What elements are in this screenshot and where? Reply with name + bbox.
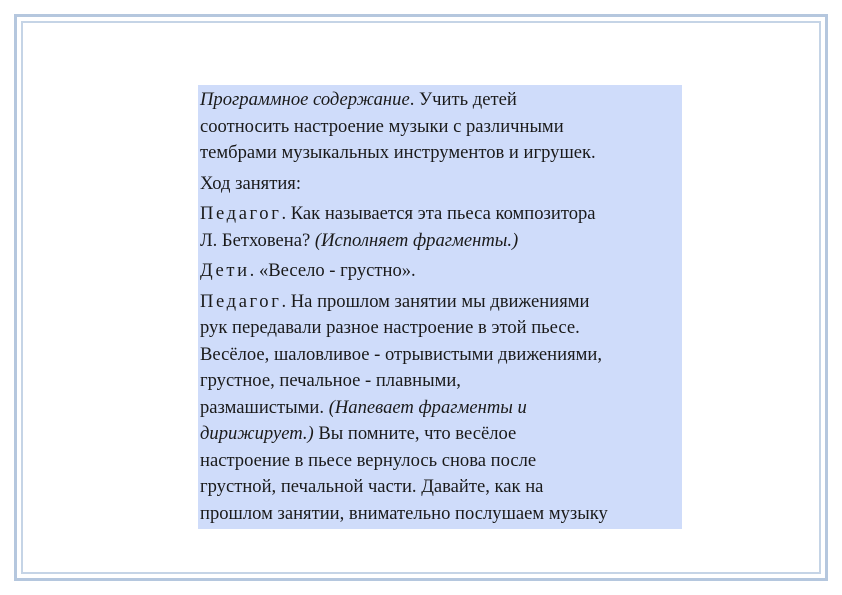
stage-direction: (Исполняет фрагменты.): [314, 229, 519, 251]
program-content-label: Программное содержание: [200, 89, 410, 110]
program-content-paragraph: [200, 87, 680, 167]
speaker-children: Дети: [200, 260, 250, 281]
stage-direction: (Напевает фрагменты и дирижирует.): [200, 396, 527, 444]
teacher-question-text: . Как называется эта пьеса композитора Л. Бетховена?: [200, 203, 596, 251]
teacher-explanation-tail: Вы помните, что весёлое настроение в пьесе вернулось снова после грустной, печальной части. Давайте, как на прошлом занятии, внимательно послушаем музыку: [200, 423, 608, 524]
lesson-text-box: [198, 85, 682, 529]
teacher-question-paragraph: [200, 201, 680, 254]
speaker-teacher: Педагог: [200, 203, 282, 224]
children-answer-paragraph: [200, 258, 680, 285]
lesson-course-heading: Ход занятия:: [200, 172, 302, 194]
teacher-explanation-paragraph: [200, 289, 680, 528]
speaker-teacher: Педагог: [200, 290, 282, 312]
program-content-text: . Учить детей соотносить настроение музыки с различными тембрами музыкальных инструментов и игрушек.: [200, 89, 596, 163]
children-answer-text: . «Весело - грустно».: [249, 260, 416, 281]
teacher-explanation-text: . На прошлом занятии мы движениями рук передавали разное настроение в этой пьесе. Весёлое, шаловливое - отрывистыми движениями, грустное, печальное - плавными, размашистыми.: [200, 290, 602, 418]
